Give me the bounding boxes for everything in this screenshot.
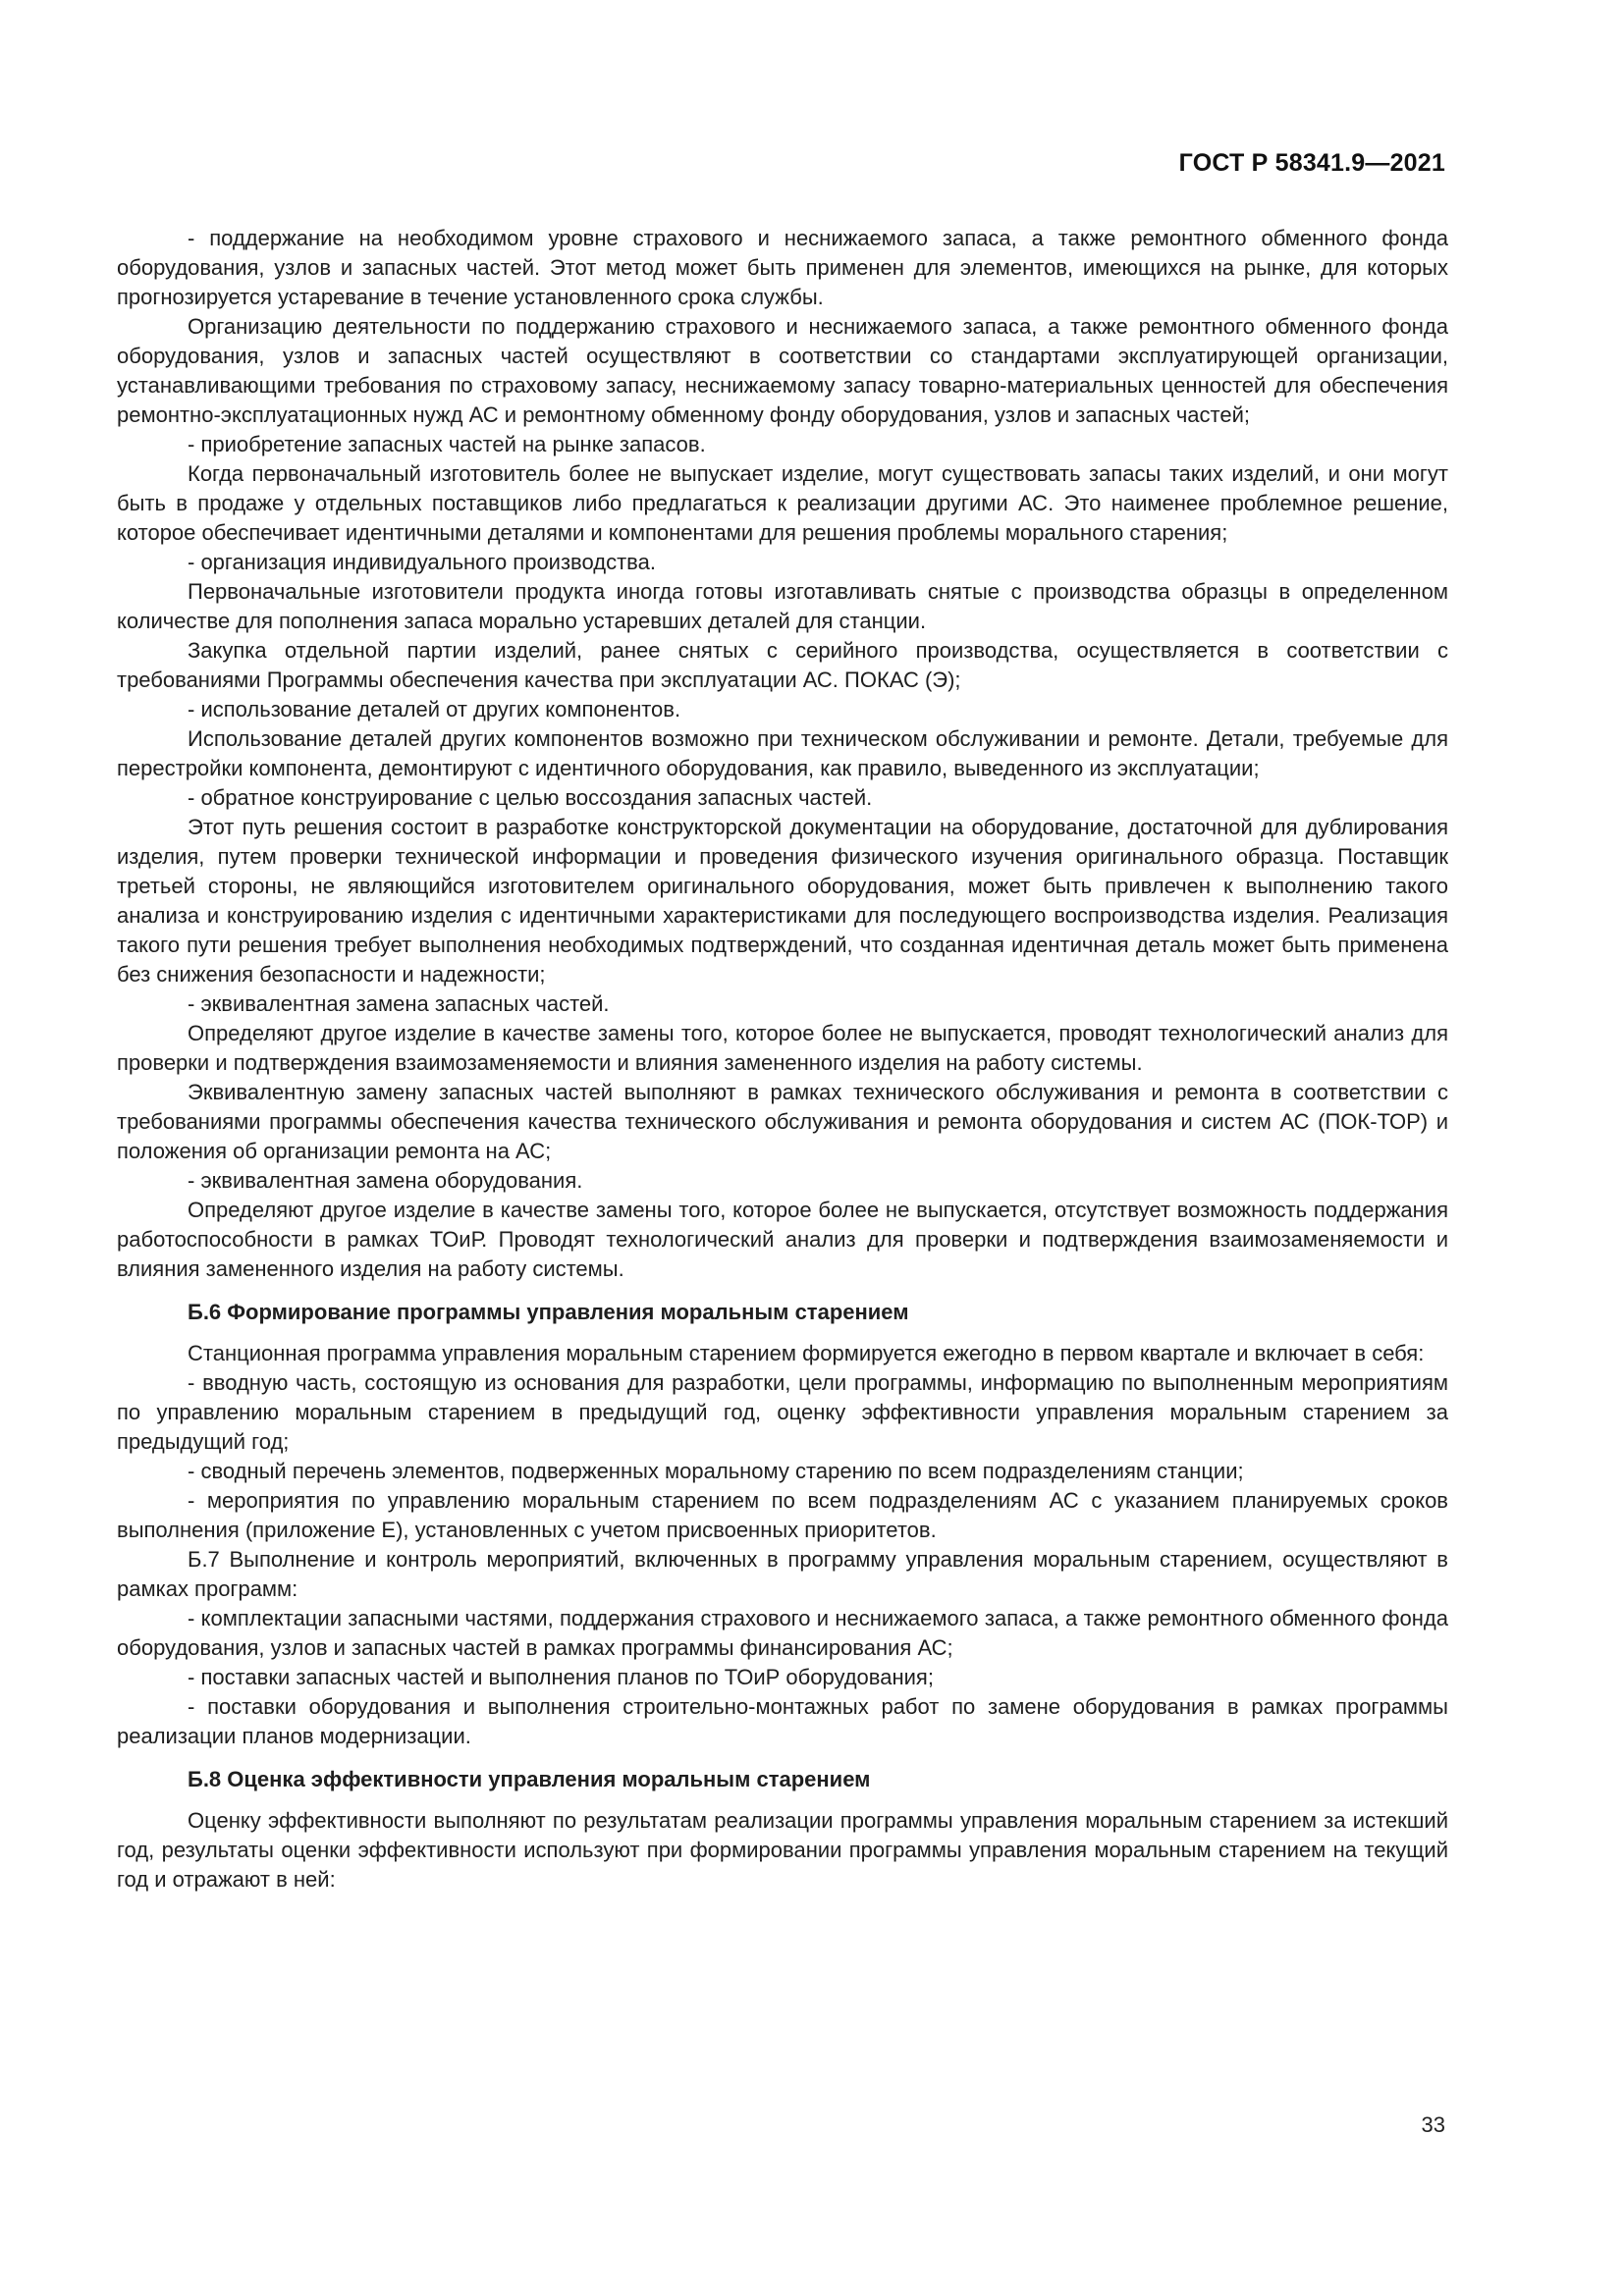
section-heading-b6: Б.6 Формирование программы управления моральным старением [188,1300,909,1324]
list-item: - комплектации запасными частями, поддержания страхового и неснижаемого запаса, а также ремонтного обменного фонда оборудования, узлов и запасных частей в рамках программы финансирования АС; [117,1606,1448,1660]
page-number: 33 [1421,2112,1445,2137]
list-item: - обратное конструирование с целью воссоздания запасных частей. [188,785,873,810]
paragraph: Организацию деятельности по поддержанию страхового и неснижаемого запаса, а также ремонтного обменного фонда оборудования, узлов и запасных частей осуществляют в соответствии со стандартами эксплуатирующей организации, устанавливающими требования по страховому запасу, неснижаемому запасу товарно-материальных ценностей для обеспечения ремонтно-эксплуатационных нужд АС и ремонтному обменному фонду оборудования, узлов и запасных частей; [117,314,1448,427]
paragraph: Определяют другое изделие в качестве замены того, которое более не выпускается, отсутствует возможность поддержания работоспособности в рамках ТОиР. Проводят технологический анализ для проверки и подтверждения взаимозаменяемости и влияния замененного изделия на работу системы. [117,1198,1448,1281]
list-item: - организация индивидуального производства. [188,550,656,574]
list-item: - использование деталей от других компонентов. [188,697,681,721]
list-item: - приобретение запасных частей на рынке запасов. [188,432,706,456]
document-code: ГОСТ Р 58341.9—2021 [1178,149,1445,177]
paragraph: Оценку эффективности выполняют по результатам реализации программы управления моральным старением за истекший год, результаты оценки эффективности используют при формировании программы управления моральным старением на текущий год и отражают в ней: [117,1808,1448,1892]
list-item: - поставки запасных частей и выполнения планов по ТОиР оборудования; [188,1665,934,1689]
paragraph: Закупка отдельной партии изделий, ранее снятых с серийного производства, осуществляется в соответствии с требованиями Программы обеспечения качества при эксплуатации АС. ПОКАС (Э); [117,638,1448,692]
list-item: - эквивалентная замена оборудования. [188,1168,583,1193]
list-item: - вводную часть, состоящую из основания для разработки, цели программы, информацию по выполненным мероприятиям по управлению моральным старением в предыдущий год, оценку эффективности управления моральным старением за предыдущий год; [117,1370,1448,1454]
list-item: - поставки оборудования и выполнения строительно-монтажных работ по замене оборудования в рамках программы реализации планов модернизации. [117,1694,1448,1748]
paragraph: Станционная программа управления моральным старением формируется ежегодно в первом квартале и включает в себя: [188,1341,1425,1365]
list-item: - сводный перечень элементов, подверженных моральному старению по всем подразделениям станции; [188,1459,1244,1483]
paragraph: Использование деталей других компонентов возможно при техническом обслуживании и ремонте. Детали, требуемые для перестройки компонента, демонтируют с идентичного оборудования, как правило, выведенного из эксплуатации; [117,726,1448,780]
paragraph: Б.7 Выполнение и контроль мероприятий, включенных в программу управления моральным старением, осуществляют в рамках программ: [117,1547,1448,1601]
body-text [117,224,1448,1895]
paragraph: Первоначальные изготовители продукта иногда готовы изготавливать снятые с производства образцы в определенном количестве для пополнения запаса морально устаревших деталей для станции. [117,579,1448,633]
section-heading-b8: Б.8 Оценка эффективности управления моральным старением [188,1767,871,1791]
paragraph: - поддержание на необходимом уровне страхового и неснижаемого запаса, а также ремонтного обменного фонда оборудования, узлов и запасных частей. Этот метод может быть применен для элементов, имеющихся на рынке, для которых прогнозируется устаревание в течение установленного срока службы. [117,226,1448,309]
list-item: - мероприятия по управлению моральным старением по всем подразделениям АС с указанием планируемых сроков выполнения (приложение Е), установленных с учетом присвоенных приоритетов. [117,1488,1448,1542]
paragraph: Этот путь решения состоит в разработке конструкторской документации на оборудование, достаточной для дублирования изделия, путем проверки технической информации и проведения физического изучения оригинального образца. Поставщик третьей стороны, не являющийся изготовителем оригинального оборудования, может быть привлечен к выполнению такого анализа и конструированию изделия с идентичными характеристиками для последующего воспроизводства изделия. Реализация такого пути решения требует выполнения необходимых подтверждений, что созданная идентичная деталь может быть применена без снижения безопасности и надежности; [117,815,1448,987]
paragraph: Эквивалентную замену запасных частей выполняют в рамках технического обслуживания и ремонта в соответствии с требованиями программы обеспечения качества технического обслуживания и ремонта оборудования и систем АС (ПОК-ТОР) и положения об организации ремонта на АС; [117,1080,1448,1163]
paragraph: Когда первоначальный изготовитель более не выпускает изделие, могут существовать запасы таких изделий, и они могут быть в продаже у отдельных поставщиков либо предлагаться к реализации другими АС. Это наименее проблемное решение, которое обеспечивает идентичными деталями и компонентами для решения проблемы морального старения; [117,461,1448,545]
paragraph: Определяют другое изделие в качестве замены того, которое более не выпускается, проводят технологический анализ для проверки и подтверждения взаимозаменяемости и влияния замененного изделия на работу системы. [117,1021,1448,1075]
list-item: - эквивалентная замена запасных частей. [188,991,610,1016]
